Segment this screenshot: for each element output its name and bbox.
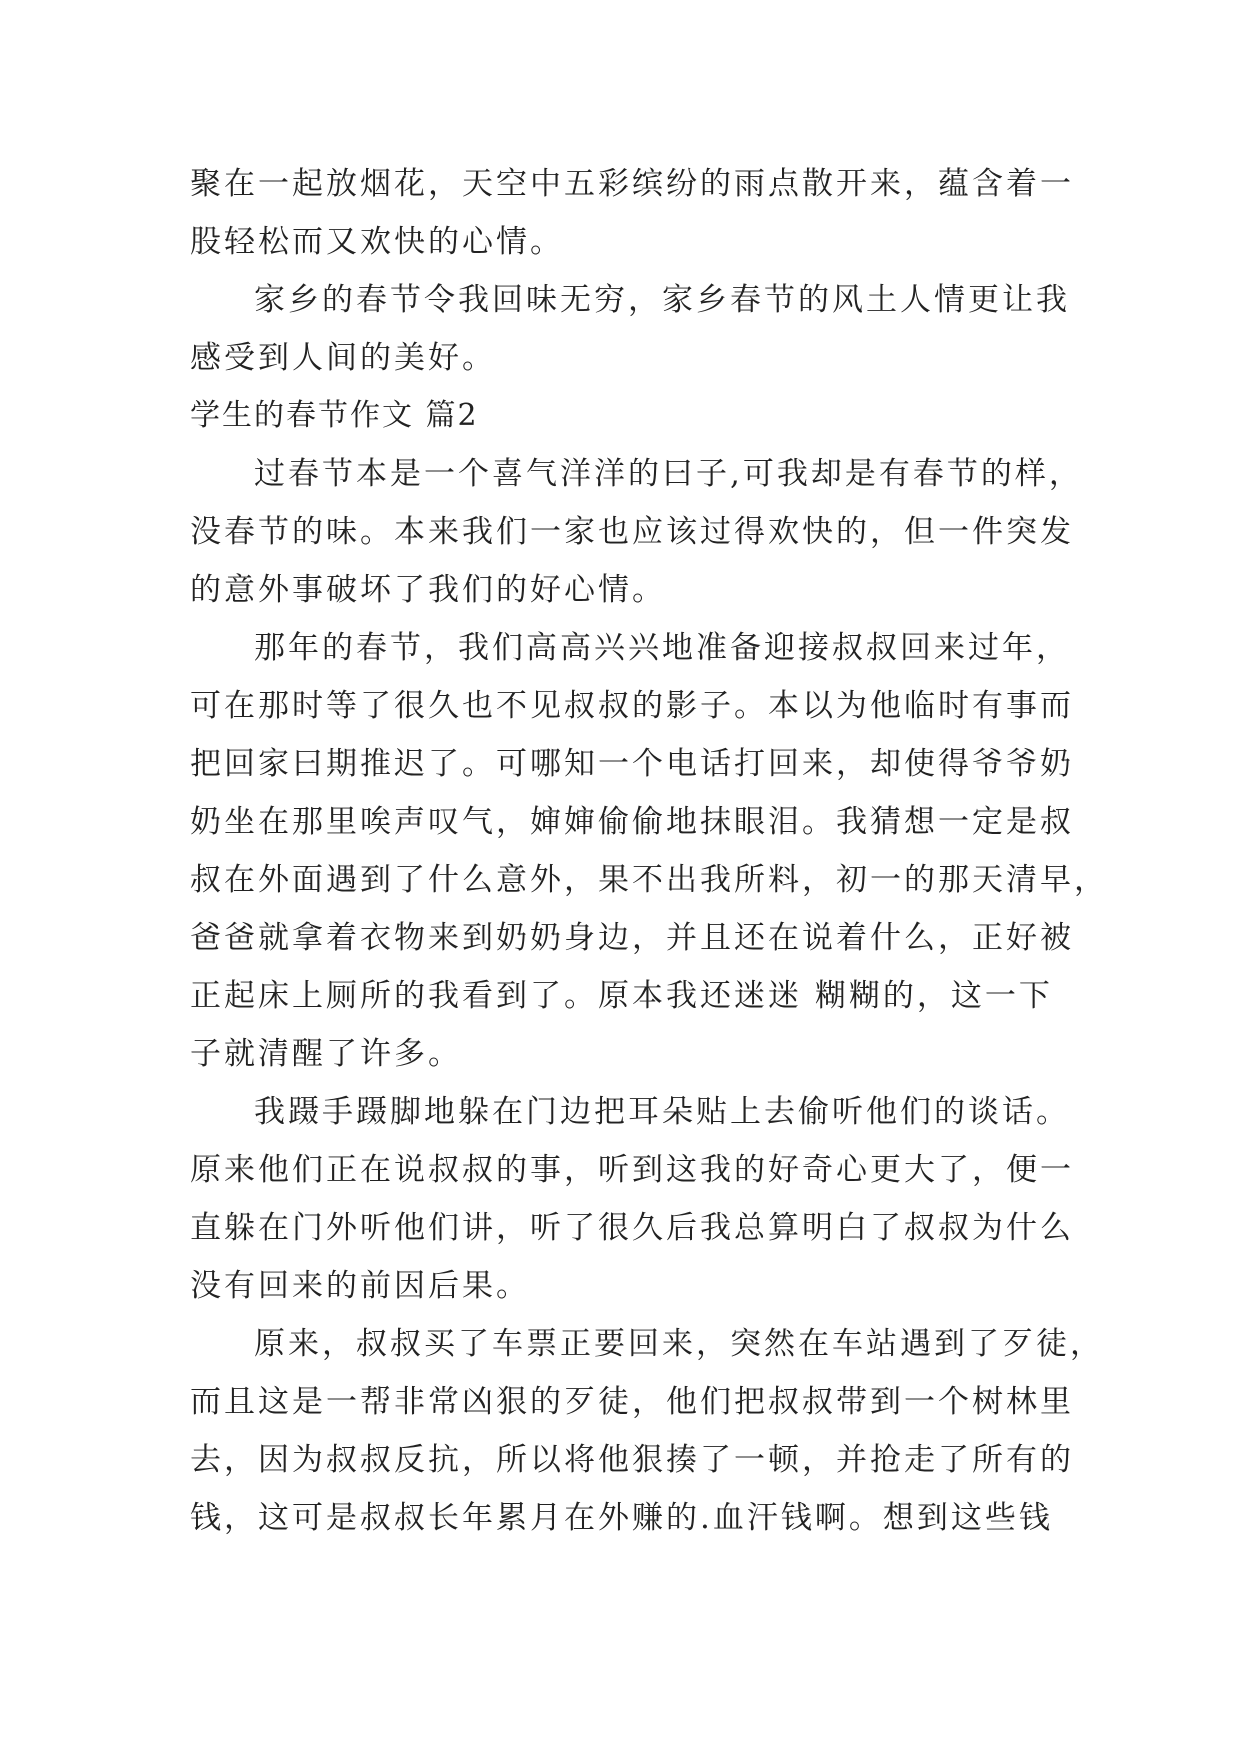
- text-line: 家乡的春节令我回味无穷，家乡春节的风土人情更让我: [254, 282, 1070, 318]
- text-line: 过春节本是一个喜气洋洋的曰子,可我却是有春节的样，: [254, 456, 1083, 492]
- text-line: 直躲在门外听他们讲，听了很久后我总算明白了叔叔为什么: [190, 1210, 1074, 1246]
- text-line: 正起床上厕所的我看到了。原本我还迷迷 糊糊的，这一下: [190, 978, 1053, 1014]
- text-line: 奶坐在那里唉声叹气，婶婶偷偷地抹眼泪。我猜想一定是叔: [190, 804, 1074, 840]
- text-line: 叔在外面遇到了什么意外，果不出我所料，初一的那天清早，: [190, 862, 1108, 898]
- text-line: 没春节的味。本来我们一家也应该过得欢快的，但一件突发: [190, 514, 1074, 550]
- text-line: 聚在一起放烟花，天空中五彩缤纷的雨点散开来，蕴含着一: [190, 166, 1074, 202]
- text-line: 钱，这可是叔叔长年累月在外赚的.血汗钱啊。想到这些钱: [190, 1500, 1053, 1536]
- text-line: 原来，叔叔买了车票正要回来，突然在车站遇到了歹徒，: [254, 1326, 1104, 1362]
- text-line: 股轻松而又欢快的心情。: [190, 224, 564, 260]
- text-line: 原来他们正在说叔叔的事，听到这我的好奇心更大了，便一: [190, 1152, 1074, 1188]
- text-line: 而且这是一帮非常凶狠的歹徒，他们把叔叔带到一个树林里: [190, 1384, 1074, 1420]
- text-line: 感受到人间的美好。: [190, 340, 496, 376]
- text-line: 的意外事破坏了我们的好心情。: [190, 572, 666, 608]
- text-line: 我蹑手蹑脚地躲在门边把耳朵贴上去偷听他们的谈话。: [254, 1094, 1070, 1130]
- text-line: 没有回来的前因后果。: [190, 1268, 530, 1304]
- text-line: 去，因为叔叔反抗，所以将他狠揍了一顿，并抢走了所有的: [190, 1442, 1074, 1478]
- text-line: 可在那时等了很久也不见叔叔的影子。本以为他临时有事而: [190, 688, 1074, 724]
- essay-body: [190, 155, 1108, 1547]
- text-line: 把回家曰期推迟了。可哪知一个电话打回来，却使得爷爷奶: [190, 746, 1074, 782]
- text-line: 爸爸就拿着衣物来到奶奶身边，并且还在说着什么，正好被: [190, 920, 1074, 956]
- section-heading: 学生的春节作文 篇2: [190, 398, 479, 433]
- text-line: 子就清醒了许多。: [190, 1036, 462, 1072]
- text-line: 那年的春节，我们高高兴兴地准备迎接叔叔回来过年，: [254, 630, 1070, 666]
